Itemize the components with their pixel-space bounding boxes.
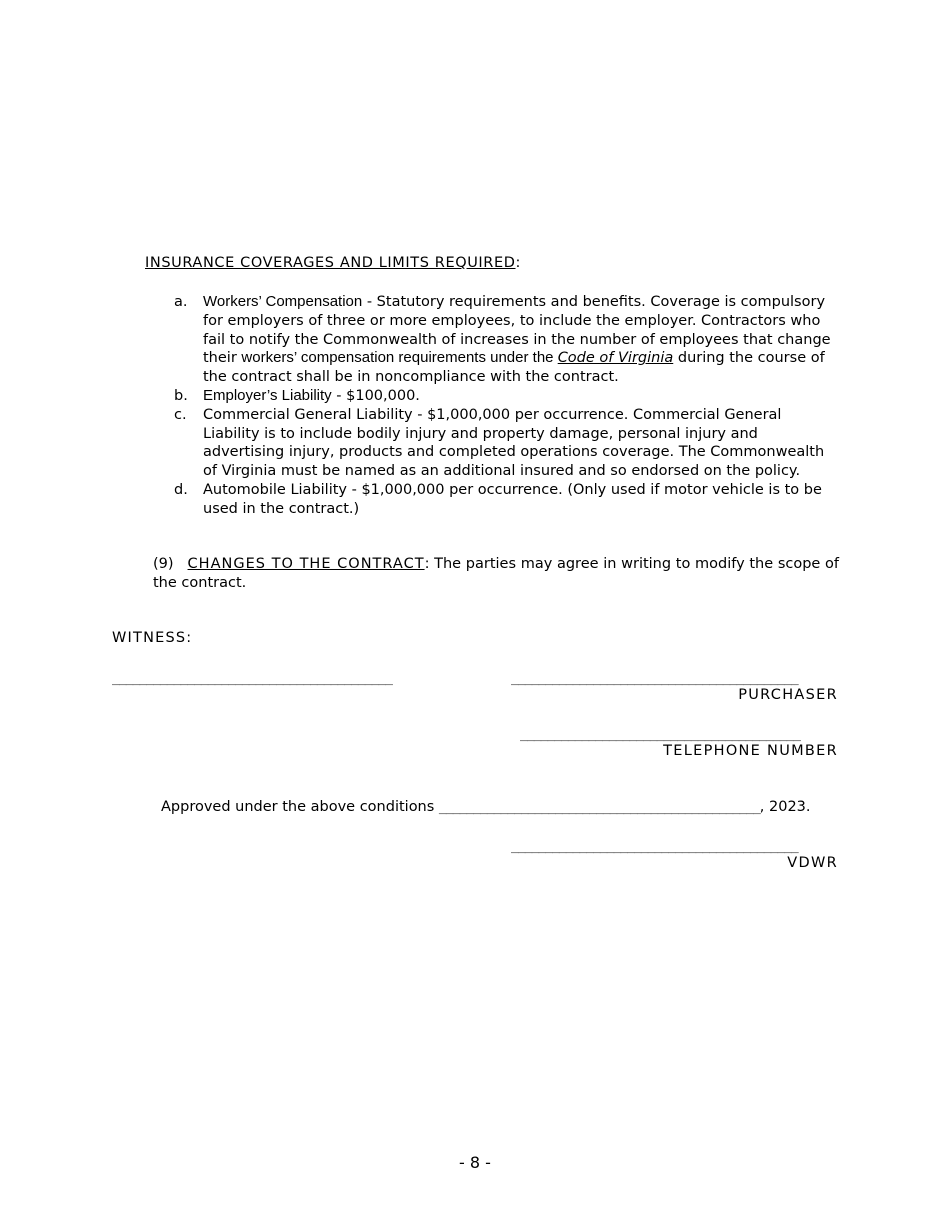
coverage-text: - Statutory requirements and benefits. Coverage is compulsory for employers of three or more employees, to include the employer. Contractors who fail to notify the Commonwealth of increases in the number of employees that change their: [203, 294, 831, 367]
section-heading: [145, 255, 521, 271]
coverage-text: during the course of the contract shall be in noncompliance with the contract.: [203, 350, 825, 386]
witness-signature-line: _________________________________________: [112, 671, 392, 686]
coverage-list: [174, 293, 840, 519]
witness-label: WITNESS:: [112, 630, 193, 646]
approval-statement: [161, 799, 839, 815]
coverage-text: Commercial General Liability - $1,000,000 per occurrence. Commercial General Liability is to include bodily injury and property damage, personal injury and advertising injury, products and completed operations coverage. The Commonwealth of Virginia must be named as an additional insured and so endorsed on the policy.: [203, 406, 825, 480]
coverage-text: - $100,000.: [331, 387, 420, 404]
list-marker: c.: [174, 406, 187, 423]
coverage-item-general-liability: [174, 406, 840, 481]
section-number: (9): [153, 556, 174, 572]
list-marker: b.: [174, 387, 188, 404]
purchaser-signature-line: __________________________________________: [511, 671, 798, 686]
heading-colon: :: [515, 255, 522, 271]
coverage-text: workers’ compensation requirements under the: [241, 349, 558, 367]
coverage-lead: Workers’ Compensation: [203, 293, 363, 310]
approval-year: , 2023.: [759, 799, 811, 815]
coverage-item-employers-liability: [174, 387, 840, 406]
section-title: CHANGES TO THE CONTRACT: [187, 556, 425, 572]
section-9-changes: [153, 555, 839, 593]
code-of-virginia-ref: Code of Virginia: [557, 350, 674, 367]
approval-prefix: Approved under the above conditions: [161, 799, 439, 815]
approval-date-line: _______________________________________________: [438, 800, 760, 815]
coverage-item-workers-comp: [174, 293, 840, 387]
coverage-item-automobile-liability: [174, 481, 840, 519]
page-number: - 8 -: [459, 1153, 491, 1172]
list-marker: a.: [174, 294, 188, 310]
vdwr-label: VDWR: [787, 855, 838, 871]
coverage-lead: Employer’s Liability: [203, 386, 332, 404]
vdwr-signature-line: __________________________________________: [511, 839, 798, 854]
list-marker: d.: [174, 481, 188, 498]
heading-title: INSURANCE COVERAGES AND LIMITS REQUIRED: [145, 255, 516, 271]
section-text: : The parties may agree in writing to modify the scope of the contract.: [153, 556, 839, 591]
purchaser-label: PURCHASER: [738, 687, 838, 703]
telephone-label: TELEPHONE NUMBER: [663, 743, 838, 759]
telephone-line: _________________________________________: [520, 727, 800, 742]
coverage-text: Automobile Liability - $1,000,000 per occurrence. (Only used if motor vehicle is to be used in the contract.): [203, 481, 822, 517]
